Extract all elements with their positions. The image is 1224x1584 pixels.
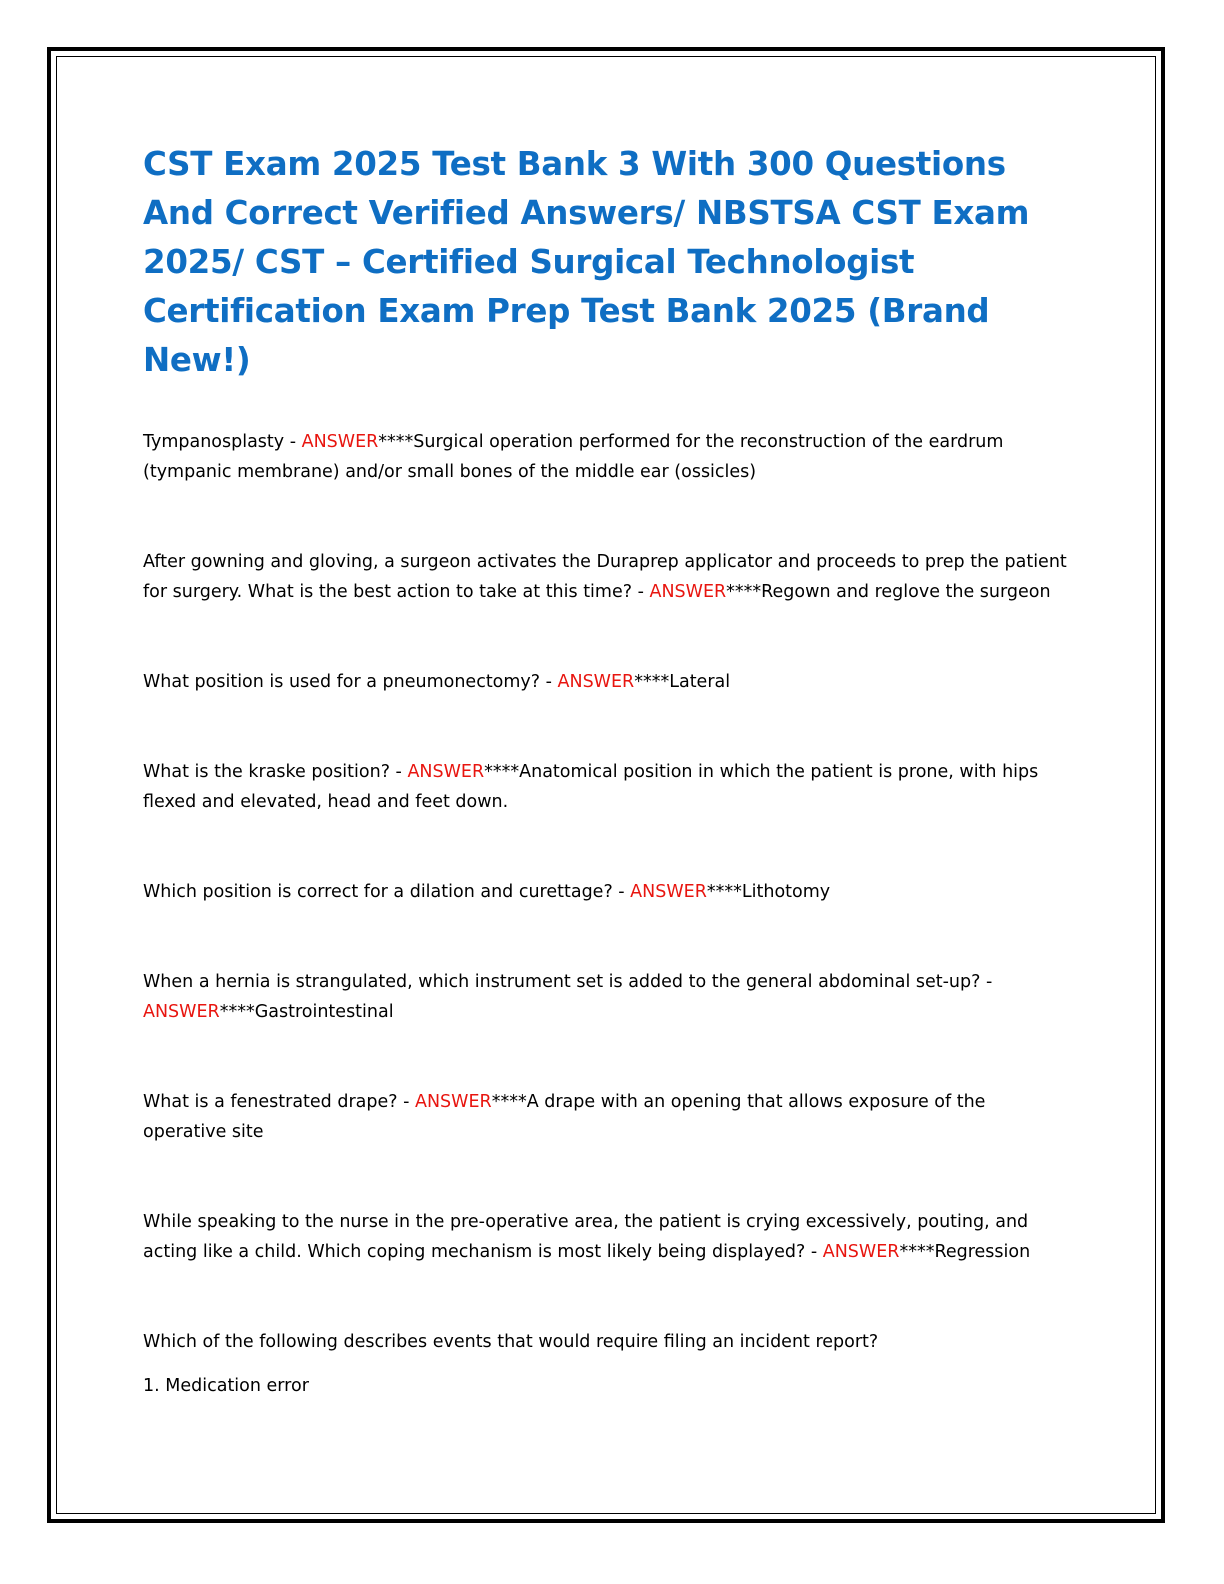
qa-item [143, 1207, 1073, 1267]
question-text: What position is used for a pneumonectomy? - [143, 672, 558, 692]
answer-text: ****Regression [899, 1242, 1031, 1262]
qa-item [143, 757, 1073, 817]
question-text: After gowning and gloving, a surgeon activates the Duraprep applicator and proceeds to prep the patient for surgery. What is the best action to take at this time? - [143, 552, 1067, 602]
answer-label: ANSWER [407, 762, 485, 782]
answer-text: ****A drape with an opening that allows exposure of the operative site [143, 1092, 986, 1142]
qa-item [143, 547, 1073, 607]
qa-item [143, 967, 1073, 1027]
answer-text: ****Lithotomy [706, 882, 831, 902]
open-question-text: Which of the following describes events that would require filing an incident report? [143, 1332, 879, 1352]
question-text: While speaking to the nurse in the pre-operative area, the patient is crying excessively, pouting, and acting like a child. Which coping mechanism is most likely being displayed? - [143, 1212, 1029, 1262]
answer-label: ANSWER [630, 882, 707, 902]
answer-text: ****Regown and reglove the surgeon [726, 582, 1051, 602]
open-question [143, 1327, 1073, 1401]
answer-text: ****Lateral [634, 672, 731, 692]
qa-list [143, 427, 1073, 1401]
qa-item [143, 427, 1073, 487]
qa-item [143, 667, 1073, 697]
answer-text: ****Gastrointestinal [219, 1002, 394, 1022]
answer-label: ANSWER [557, 672, 635, 692]
document-title: CST Exam 2025 Test Bank 3 With 300 Questions And Correct Verified Answers/ NBSTSA CST Exam 2025/ CST – Certified Surgical Technologist Certification Exam Prep Test Bank 2025 (Brand New!) [143, 145, 1030, 379]
answer-label: ANSWER [143, 1002, 220, 1022]
answer-label: ANSWER [822, 1242, 900, 1262]
question-text: Which position is correct for a dilation and curettage? - [143, 882, 631, 902]
question-text: Tympanosplasty - [143, 432, 302, 452]
question-text: When a hernia is strangulated, which instrument set is added to the general abdominal set-up? - [143, 972, 993, 992]
question-text: What is the kraske position? - [143, 762, 408, 782]
document-body [143, 140, 1073, 1401]
open-question-option: 1. Medication error [143, 1376, 309, 1396]
answer-label: ANSWER [301, 432, 379, 452]
answer-label: ANSWER [649, 582, 727, 602]
question-text: What is a fenestrated drape? - [143, 1092, 415, 1112]
qa-item [143, 877, 1073, 907]
qa-item [143, 1087, 1073, 1147]
answer-label: ANSWER [415, 1092, 492, 1112]
answer-text: ****Anatomical position in which the patient is prone, with hips flexed and elevated, head and feet down. [143, 762, 1039, 812]
answer-text: ****Surgical operation performed for the reconstruction of the eardrum (tympanic membrane) and/or small bones of the middle ear (ossicles) [143, 432, 1004, 482]
